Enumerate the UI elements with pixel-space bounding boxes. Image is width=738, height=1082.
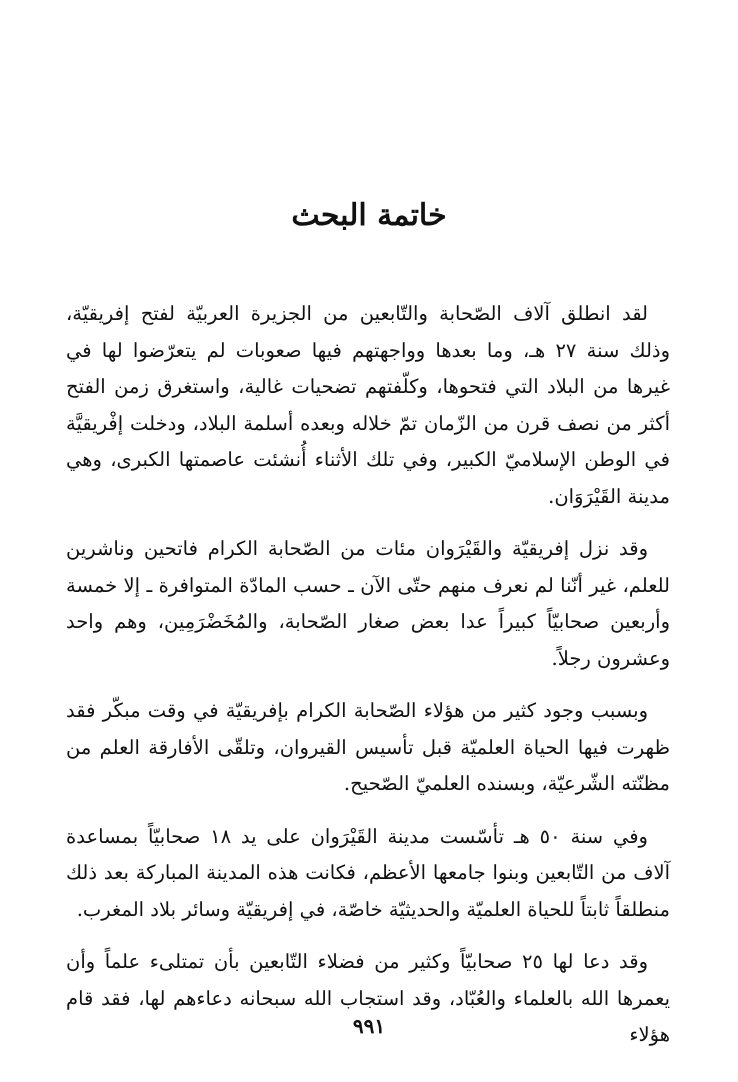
paragraph-3: وبسبب وجود كثير من هؤلاء الصّحابة الكرام بإفريقيّة في وقت مبكّر فقد ظهرت فيها الحياة العلميّة قبل تأسيس القيروان، وتلقّى الأفارقة العلم من مظنّته الشّرعيّة، وبسنده العلميّ الصّحيح. <box>66 699 670 795</box>
paragraph-4: وفي سنة ٥٠ هـ تأسّست مدينة القَيْرَوان على يد ١٨ صحابيّاً بمساعدة آلاف من التّابعين وبنوا جامعها الأعظم، فكانت هذه المدينة المباركة بعد ذلك منطلقاً ثابتاً للحياة العلميّة والحديثيّة خاصّة، في إفريقيّة وسائر بلاد المغرب. <box>66 824 670 921</box>
page-title: خاتمة البحث <box>291 198 447 233</box>
paragraph-2: وقد نزل إفريقيّة والقَيْرَوان مئات من الصّحابة الكرام فاتحين وناشرين للعلم، غير أنّنا لم نعرف منهم حتّى الآن ـ حسب المادّة المتوافرة ـ إلا خمسة وأربعين صحابيّاً كبيراً عدا بعض صغار الصّحابة، والمُخَضْرَمِين، وهم واحد وعشرون رجلاً. <box>66 537 670 670</box>
paragraph-1: لقد انطلق آلاف الصّحابة والتّابعين من الجزيرة العربيّة لفتح إفريقيّة، وذلك سنة ٢٧ هـ، وما بعدها وواجهتهم فيها صعوبات لم يتعرّضوا لها في غيرها من البلاد التي فتحوها، وكلّفتهم تضحيات غالية، واستغرق زمن الفتح أكثر من نصف قرن من الزّمان تمّ خلاله وبعده أسلمة البلاد، ودخلت إفْريقيَّة في الوطن الإسلاميّ الكبير، وفي تلك الأثناء أُنشئت عاصمتها الكبرى، وهي مدينة القَيْرَوَان. <box>66 302 670 508</box>
body-text <box>66 296 670 1070</box>
paragraph-5: وقد دعا لها ٢٥ صحابيّاً وكثير من فضلاء التّابعين بأن تمتلىء علماً وأن يعمرها الله بالعلماء والعُبّاد، وقد استجاب الله سبحانه دعاءهم لها، فقد قام هؤلاء <box>66 950 670 1046</box>
page-number: ٩٩١ <box>352 1014 386 1038</box>
